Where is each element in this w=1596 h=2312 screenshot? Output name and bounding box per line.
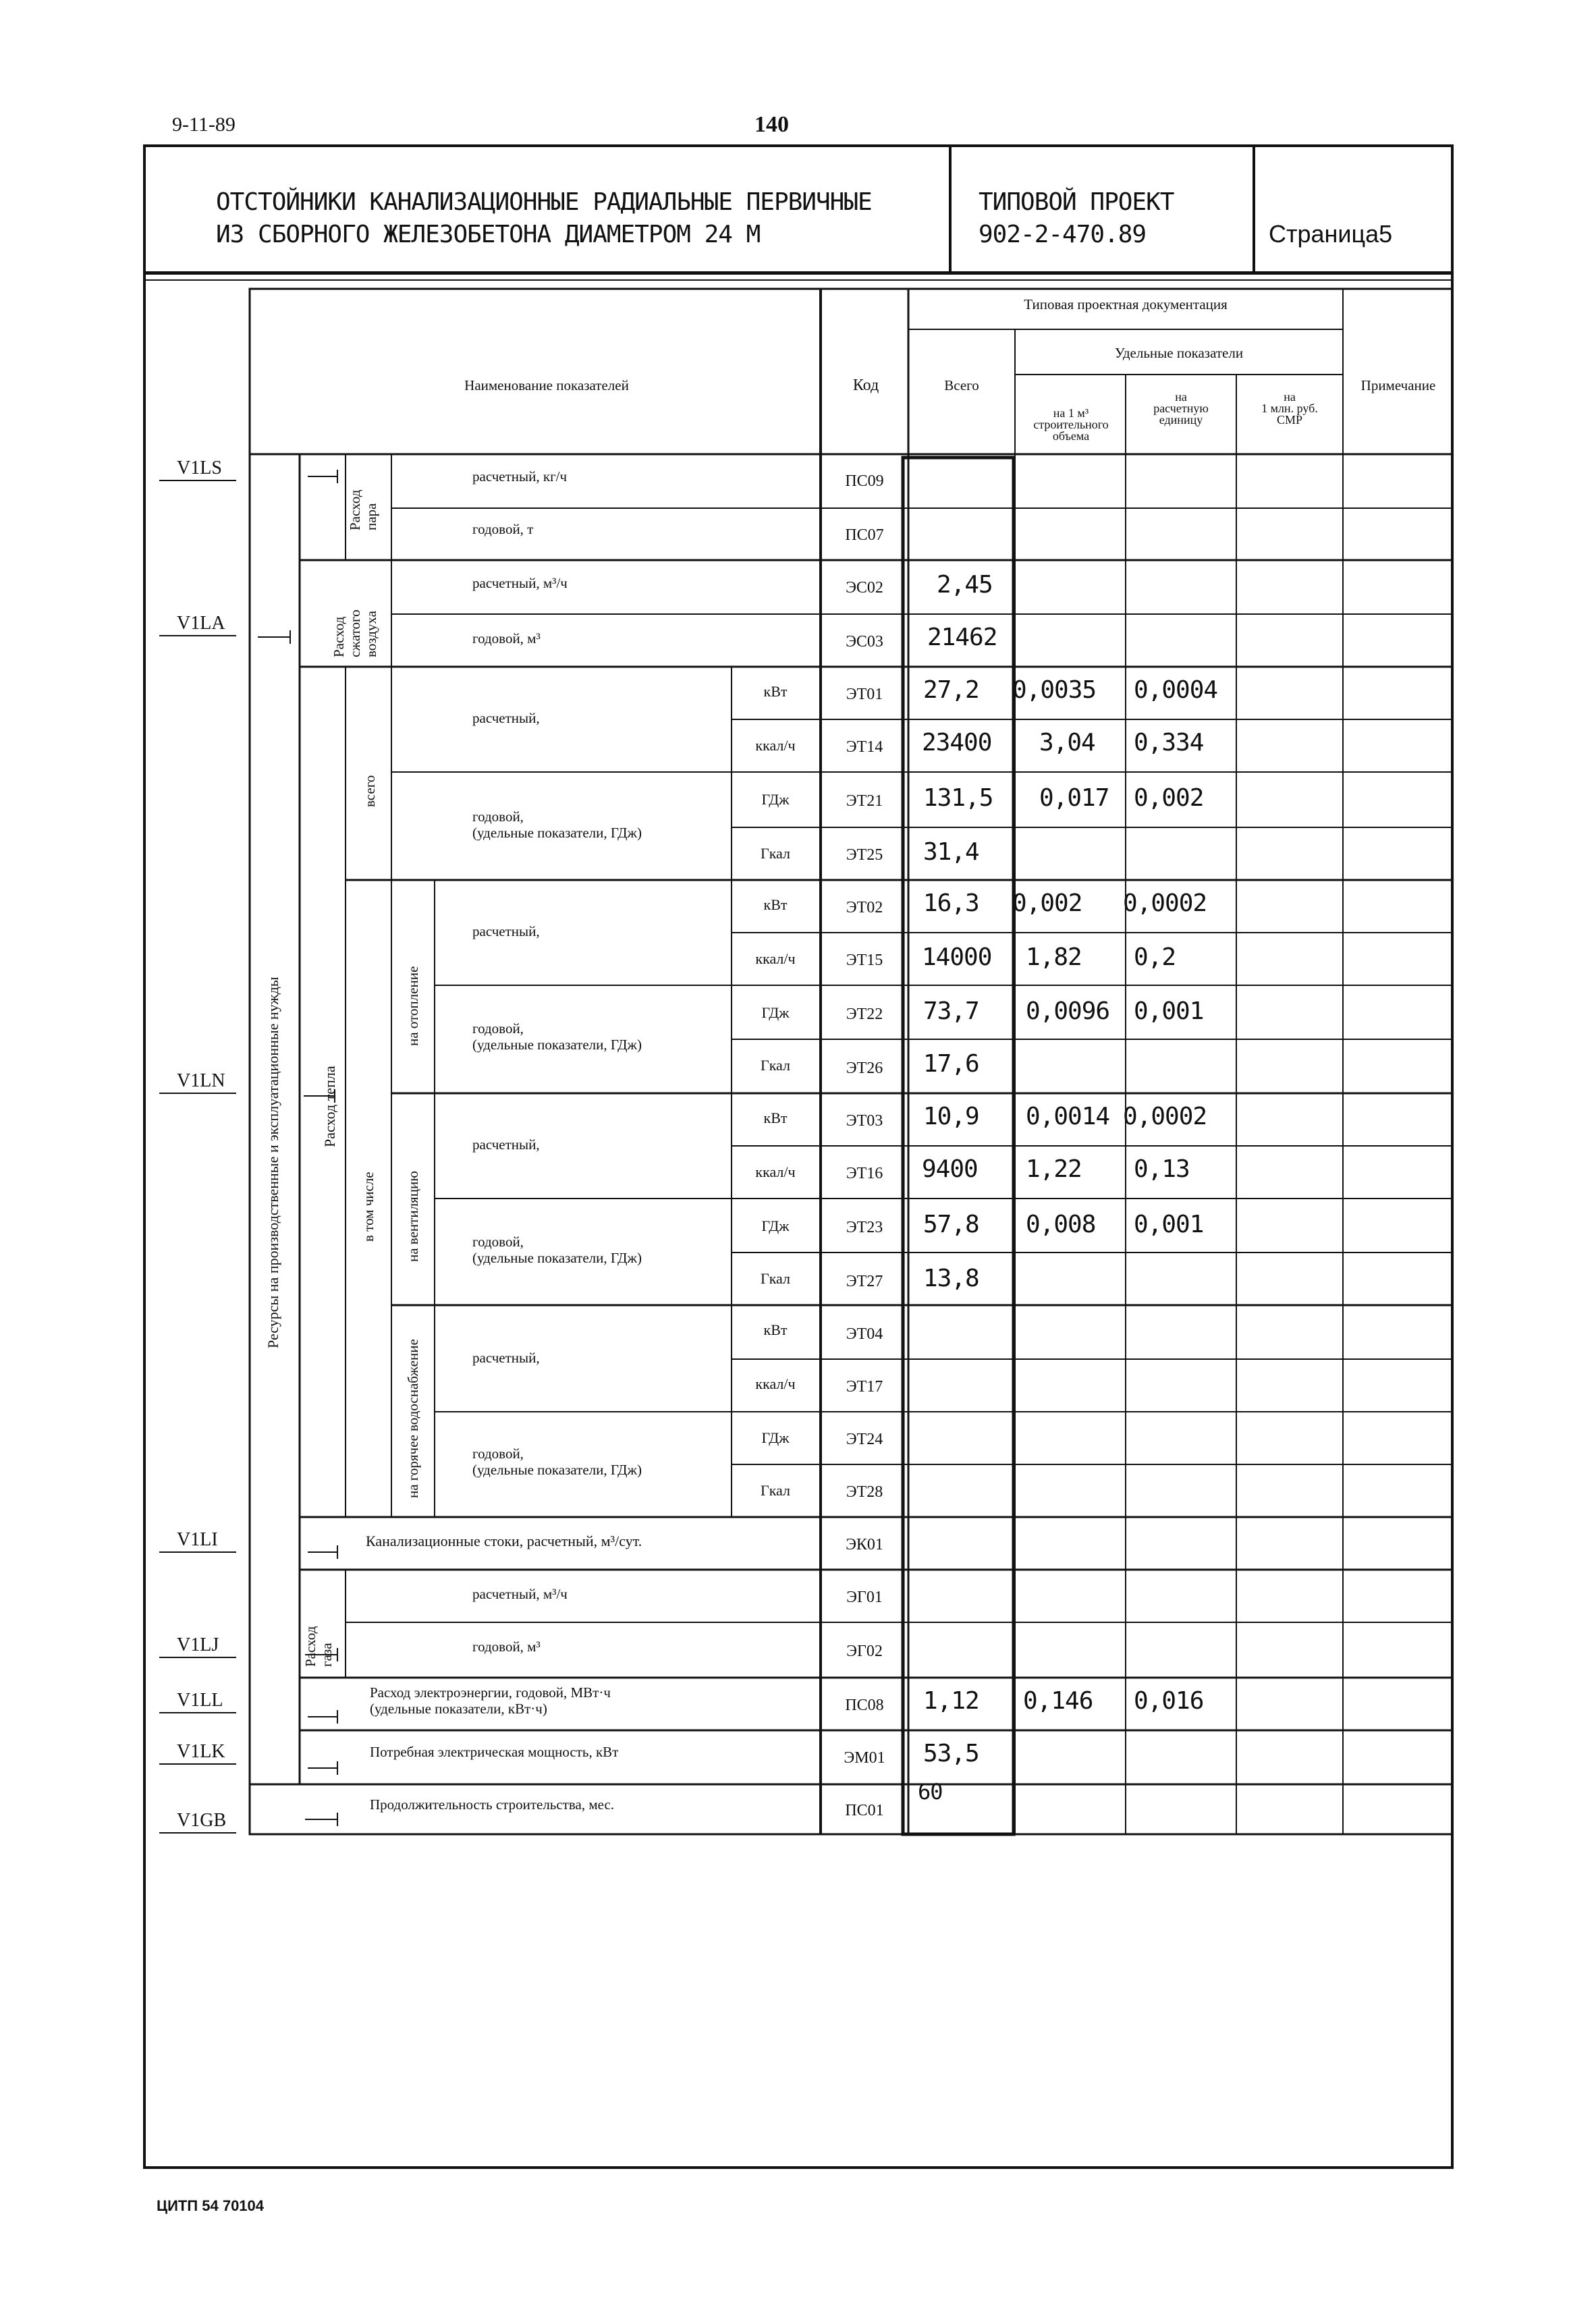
row-label-hotwater-year-l2: (удельные показатели, ГДж) — [472, 1462, 642, 1478]
per-unit-value: 0,016 — [1134, 1687, 1204, 1715]
title-line-1: ОТСТОЙНИКИ КАНАЛИЗАЦИОННЫЕ РАДИАЛЬНЫЕ ПЕРВИЧНЫЕ — [216, 188, 872, 216]
code-cell: ЭМ01 — [844, 1749, 885, 1767]
row-label-duration: Продолжительность строительства, мес. — [370, 1796, 615, 1813]
title-line-2: ИЗ СБОРНОГО ЖЕЛЕЗОБЕТОНА ДИАМЕТРОМ 24 М — [216, 221, 761, 248]
label-air-l3: воздуха — [363, 611, 379, 657]
header-code: Код — [852, 377, 879, 394]
total-value: 53,5 — [923, 1740, 979, 1767]
per-unit-value: 0,002 — [1134, 784, 1204, 812]
code-cell: ЭТ17 — [846, 1378, 883, 1396]
label-air-l2: сжатого — [347, 609, 363, 657]
row-label-electricity-l2: (удельные показатели, кВт·ч) — [370, 1701, 547, 1717]
row-label-heating-calc: расчетный, — [472, 923, 540, 939]
header-per-m3-l1: на 1 м³ — [1053, 406, 1089, 420]
row-label-gas-calc: расчетный, м³/ч — [472, 1586, 568, 1602]
code-cell: ЭТ25 — [846, 846, 883, 864]
row-label-total-year-l2: (удельные показатели, ГДж) — [472, 825, 642, 841]
side-marker-v1ls: V1LS — [177, 458, 222, 478]
code-cell: ЭТ23 — [846, 1219, 883, 1236]
total-value: 17,6 — [923, 1050, 979, 1078]
code-cell: ЭТ24 — [846, 1431, 883, 1448]
per-m3-value: 1,22 — [1026, 1155, 1082, 1183]
row-label-vent-year — [472, 1234, 642, 1266]
code-cell: ЭТ16 — [846, 1165, 883, 1182]
label-hot-water: на горячее водоснабжение — [405, 1339, 421, 1498]
header-per-unit-l2: расчетную — [1153, 402, 1209, 415]
per-m3-value: 0,002 — [1012, 889, 1082, 917]
code-cell: ЭС02 — [846, 579, 883, 597]
unit-gj-1: ГДж — [761, 791, 790, 808]
unit-gj-4: ГДж — [761, 1429, 790, 1446]
total-value: 23400 — [922, 729, 992, 756]
total-value: 21462 — [927, 624, 997, 651]
header-per-m3-l2: строительного — [1033, 418, 1109, 431]
header-per-unit — [1126, 391, 1236, 426]
row-label-hotwater-calc: расчетный, — [472, 1350, 540, 1366]
code-cell: ЭГ01 — [846, 1589, 883, 1606]
label-ventilation: на вентиляцию — [405, 1171, 421, 1262]
per-m3-value: 0,008 — [1026, 1211, 1096, 1238]
side-marker-v1lj: V1LJ — [177, 1634, 219, 1655]
code-cell: ПС08 — [845, 1697, 884, 1714]
row-label-heating-year-l2: (удельные показатели, ГДж) — [472, 1037, 642, 1053]
row-label-total-calc: расчетный, — [472, 710, 540, 726]
row-label-hotwater-year — [472, 1446, 642, 1478]
per-m3-value: 0,017 — [1039, 784, 1109, 812]
per-unit-value: 0,2 — [1134, 943, 1176, 971]
label-gas-l2: газа — [319, 1643, 335, 1667]
code-cell: ЭТ28 — [846, 1483, 883, 1501]
row-label-gas-year: годовой, м³ — [472, 1639, 541, 1655]
row-label-electricity — [370, 1684, 611, 1717]
label-total: всего — [362, 775, 378, 807]
row-label-air-calc: расчетный, м³/ч — [472, 575, 568, 591]
row-label-hotwater-year-l1: годовой, — [472, 1446, 524, 1462]
per-unit-value: 0,13 — [1134, 1155, 1190, 1183]
unit-kcal-1: ккал/ч — [755, 737, 796, 754]
total-value: 2,45 — [937, 571, 993, 599]
row-label-total-year-l1: годовой, — [472, 808, 524, 825]
header-name: Наименование показателей — [464, 377, 629, 393]
side-marker-v1lk: V1LK — [177, 1741, 225, 1762]
page-number: 140 — [754, 112, 789, 137]
code-cell: ЭТ02 — [846, 899, 883, 916]
total-value: 16,3 — [923, 889, 979, 917]
side-marker-v1li: V1LI — [177, 1529, 218, 1550]
unit-kcal-2: ккал/ч — [755, 950, 796, 967]
label-heat: Расход тепла — [321, 1066, 338, 1147]
header-total: Всего — [944, 377, 979, 393]
per-unit-value: 0,001 — [1134, 1211, 1204, 1238]
total-value: 9400 — [922, 1155, 978, 1183]
header-note: Примечание — [1360, 377, 1436, 393]
per-m3-value: 3,04 — [1039, 729, 1095, 756]
row-label-vent-year-l1: годовой, — [472, 1234, 524, 1250]
side-marker-v1ln: V1LN — [177, 1070, 225, 1091]
total-value: 1,12 — [923, 1687, 979, 1715]
unit-kw-2: кВт — [763, 896, 788, 913]
per-m3-value: 0,146 — [1023, 1687, 1093, 1715]
unit-gj-2: ГДж — [761, 1004, 790, 1021]
per-m3-value: 0,0035 — [1012, 676, 1097, 704]
row-label-steam-calc: расчетный, кг/ч — [472, 468, 568, 485]
label-gas — [302, 1626, 335, 1667]
label-air-l1: Расход — [331, 616, 347, 657]
unit-kw-1: кВт — [763, 683, 788, 700]
side-marker-v1la: V1LA — [177, 613, 225, 634]
label-gas-l1: Расход — [302, 1626, 319, 1667]
unit-gcal-2: Гкал — [760, 1057, 790, 1074]
unit-gj-3: ГДж — [761, 1217, 790, 1234]
label-including: в том числе — [360, 1172, 377, 1242]
project-number: 902-2-470.89 — [979, 221, 1147, 248]
code-cell: ЭТ14 — [846, 738, 883, 756]
per-unit-value: 0,001 — [1134, 997, 1204, 1025]
row-label-heating-year — [472, 1020, 642, 1053]
row-label-heating-year-l1: годовой, — [472, 1020, 524, 1037]
total-value: 31,4 — [923, 838, 979, 866]
document-code: 9-11-89 — [172, 113, 236, 136]
per-unit-value: 0,0002 — [1123, 889, 1207, 917]
total-value: 10,9 — [923, 1103, 979, 1130]
row-label-vent-year-l2: (удельные показатели, ГДж) — [472, 1250, 642, 1266]
label-steam-l2: пара — [363, 503, 379, 530]
footer-code: ЦИТП 54 70104 — [157, 2197, 265, 2214]
code-cell: ЭТ03 — [846, 1112, 883, 1130]
total-value: 14000 — [922, 943, 992, 971]
per-unit-value: 0,334 — [1134, 729, 1204, 756]
header-per-unit-l1: на — [1175, 390, 1187, 404]
row-label-electricity-l1: Расход электроэнергии, годовой, МВт·ч — [370, 1684, 611, 1701]
unit-gcal-1: Гкал — [760, 845, 790, 862]
header-per-mln — [1236, 391, 1343, 426]
label-air — [331, 609, 379, 657]
code-cell: ЭГ02 — [846, 1643, 883, 1660]
code-cell: ЭТ01 — [846, 686, 883, 703]
side-marker-v1ll: V1LL — [177, 1690, 223, 1711]
header-per-mln-l1: на — [1284, 390, 1296, 404]
per-unit-value: 0,0004 — [1134, 676, 1218, 704]
unit-kw-3: кВт — [763, 1109, 788, 1126]
row-label-power: Потребная электрическая мощность, кВт — [370, 1744, 619, 1760]
unit-kcal-4: ккал/ч — [755, 1375, 796, 1392]
header-per-unit-l3: единицу — [1159, 413, 1203, 426]
per-m3-value: 0,0014 — [1026, 1103, 1110, 1130]
label-resources: Ресурсы на производственные и эксплуатационные нужды — [265, 976, 281, 1348]
total-value: 131,5 — [923, 784, 993, 812]
total-value: 27,2 — [923, 676, 979, 704]
row-label-total-year — [472, 808, 642, 841]
label-heating: на отопление — [405, 966, 421, 1046]
total-value: 73,7 — [923, 997, 979, 1025]
side-marker-v1gb: V1GB — [177, 1810, 227, 1831]
code-cell: ЭК01 — [846, 1536, 883, 1553]
per-m3-value: 0,0096 — [1026, 997, 1110, 1025]
code-cell: ЭТ21 — [846, 792, 883, 810]
header-per-mln-l3: СМР — [1276, 413, 1303, 426]
header-per-m3 — [1016, 408, 1126, 442]
row-label-vent-calc: расчетный, — [472, 1136, 540, 1153]
unit-kcal-3: ккал/ч — [755, 1163, 796, 1180]
per-unit-value: 0,0002 — [1123, 1103, 1207, 1130]
row-label-steam-year: годовой, т — [472, 521, 534, 537]
total-value: 60 — [918, 1779, 943, 1805]
code-cell: ЭС03 — [846, 633, 883, 651]
code-cell: ПС01 — [845, 1802, 884, 1819]
row-label-sewage: Канализационные стоки, расчетный, м³/сут. — [366, 1533, 642, 1549]
page-label: Страница5 — [1269, 220, 1393, 248]
header-specific: Удельные показатели — [1114, 345, 1244, 361]
per-m3-value: 1,82 — [1026, 943, 1082, 971]
code-cell: ПС07 — [845, 526, 884, 544]
code-cell: ЭТ27 — [846, 1273, 883, 1290]
code-cell: ЭТ26 — [846, 1059, 883, 1077]
header-per-mln-l2: 1 млн. руб. — [1261, 402, 1318, 415]
total-value: 57,8 — [923, 1211, 979, 1238]
label-steam — [347, 490, 379, 530]
row-label-air-year: годовой, м³ — [472, 630, 541, 646]
unit-gcal-3: Гкал — [760, 1270, 790, 1287]
project-label: ТИПОВОЙ ПРОЕКТ — [979, 188, 1174, 216]
total-value: 13,8 — [923, 1265, 979, 1292]
unit-kw-4: кВт — [763, 1321, 788, 1338]
header-typical-docs: Типовая проектная документация — [1024, 296, 1228, 312]
code-cell: ЭТ22 — [846, 1006, 883, 1023]
header-per-m3-l3: объема — [1052, 429, 1090, 443]
code-cell: ПС09 — [845, 472, 884, 490]
code-cell: ЭТ04 — [846, 1325, 883, 1343]
unit-gcal-4: Гкал — [760, 1482, 790, 1499]
label-steam-l1: Расход — [347, 489, 363, 530]
code-cell: ЭТ15 — [846, 952, 883, 969]
